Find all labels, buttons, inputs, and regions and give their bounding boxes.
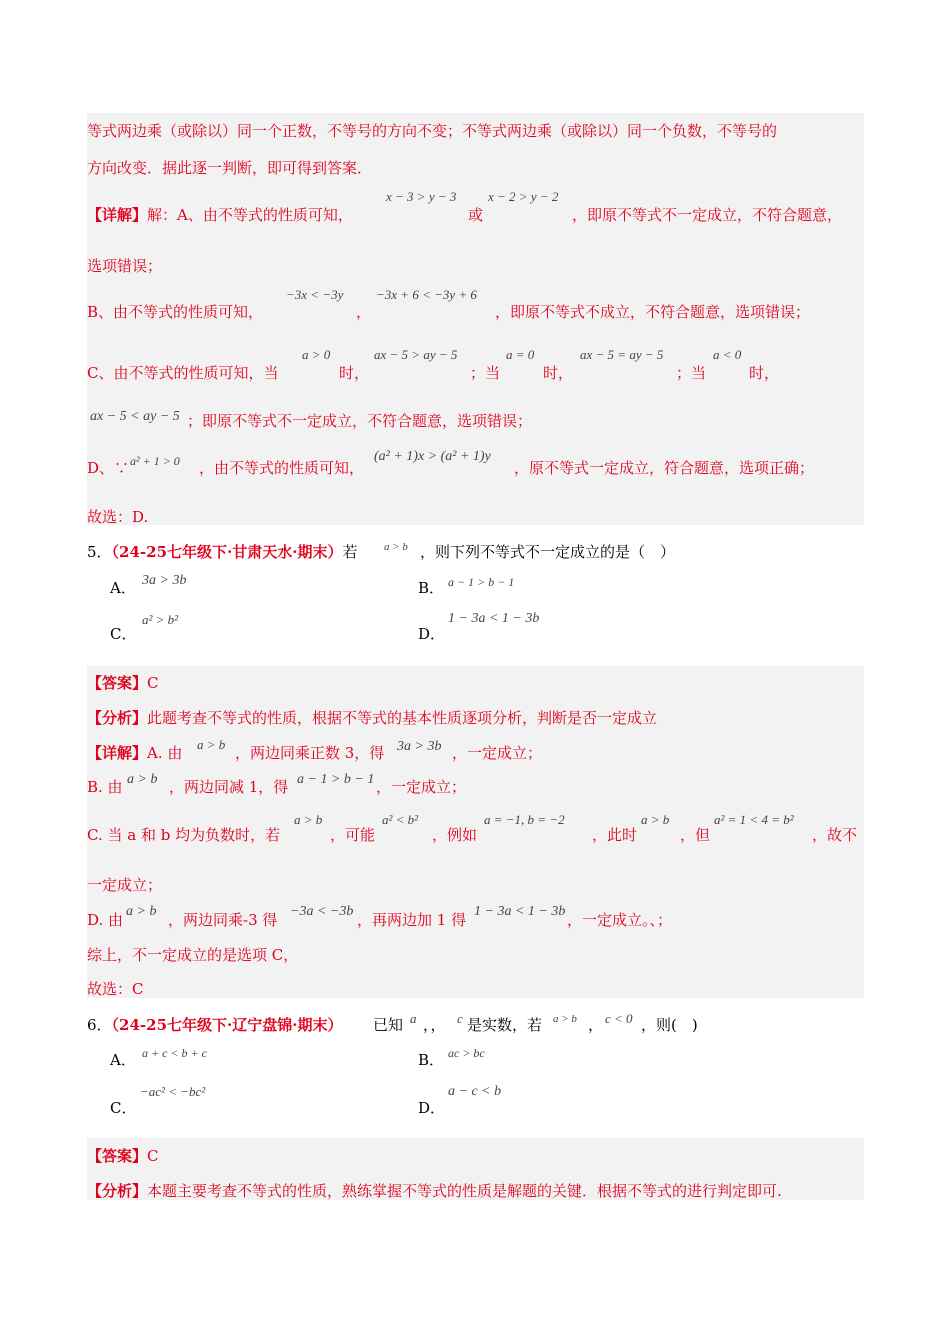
text-line: ，故不 [812,826,858,844]
text-line: ，一定成立； [452,744,543,762]
choose-line: 故选：C [87,980,144,998]
option-b[interactable]: B． [418,579,445,597]
math-expr: 3a > 3b [397,739,442,754]
text-semi: ；当 [676,364,707,382]
math-expr: ax − 5 < ay − 5 [90,409,180,424]
math-expr: a² = 1 < 4 = b² [714,812,794,827]
math-expr: a − 1 > b − 1 [297,772,375,787]
math-expr: (a² + 1)x > (a² + 1)y [374,449,491,464]
detail-tag: 【详解】 [87,206,148,224]
math-expr: a [410,1011,417,1026]
question-stem-text: ，则( ) [641,1016,698,1034]
text-semi: ；当 [470,364,501,382]
math-expr: −3x + 6 < −3y + 6 [376,287,477,302]
text-line: ，一定成立； [376,778,467,796]
math-expr: a > b [126,904,157,919]
option-b[interactable]: B． [418,1051,445,1069]
math-expr: a = −1, b = −2 [484,812,565,827]
math-expr: a > 0 [302,347,331,362]
math-expr: a² < b² [382,812,419,827]
math-expr: 1 − 3a < 1 − 3b [474,904,566,919]
analysis-line: 【分析】本题主要考查不等式的性质，熟练掌握不等式的性质是解题的关键．根据不等式的进行判定即可. [87,1182,782,1200]
analysis-tag: 【分析】 [87,1182,148,1200]
option-d[interactable]: D． [418,1099,446,1117]
question-number: 5． [87,543,112,561]
math-expr: c [457,1011,463,1026]
math-expr: −3a < −3b [290,904,354,919]
answer-line: 故选：D. [87,508,149,526]
detail-line-a: 【详解】解：A、由不等式的性质可知， [87,206,353,224]
text-when: 时， [749,364,780,382]
question-stem-text: 是实数，若 [467,1016,543,1034]
text-line: ，两边同减 1，得 [169,778,289,796]
option-a[interactable]: A． [110,1051,136,1069]
option-c[interactable]: C． [110,1099,137,1117]
math-expr: a > b [553,1013,577,1025]
math-expr: −3x < −3y [286,287,344,302]
detail-line-c: C. 当 a 和 b 均为负数时，若 [87,826,281,844]
text-line: ，但 [680,826,711,844]
math-expr: ax − 5 > ay − 5 [374,347,458,362]
option-b-math: a − 1 > b − 1 [448,575,515,589]
text-line: 选项错误； [87,257,163,275]
text-line: ，两边同乘正数 3，得 [235,744,385,762]
question-6-stem [87,1014,342,1035]
option-c[interactable]: C． [110,625,137,643]
question-stem-text: ，则下列不等式不一定成立的是（ ） [420,543,676,561]
option-c-math: −ac² < −bc² [140,1084,206,1099]
option-a-math: a + c < b + c [142,1046,207,1060]
question-source: （24-25七年级下·甘肃天水·期末） [111,543,343,561]
option-d[interactable]: D． [418,625,446,643]
text-line: ，可能 [330,826,376,844]
detail-line-b: B、由不等式的性质可知， [87,303,264,321]
text-line: ，此时 [592,826,638,844]
option-a[interactable]: A． [110,579,136,597]
summary-line: 综上，不一定成立的是选项 C， [87,946,299,964]
text-line: ，即原不等式不一定成立，不符合题意， [572,206,843,224]
question-5-stem: 5．（24-25七年级下·甘肃天水·期末）若 [87,543,358,561]
text-line: ，再两边加 1 得 [357,911,467,929]
detail-line-c: C、由不等式的性质可知，当 [87,364,279,382]
question-stem-text: ， [588,1016,604,1034]
answer-tag: 【答案】 [87,674,148,692]
detail-line-d: D、∵ [87,459,130,477]
math-expr: a > b [127,772,158,787]
math-expr: a² + 1 > 0 [130,454,180,468]
analysis-line: 【分析】此题考查不等式的性质，根据不等式的基本性质逐项分析，判断是否一定成立 [87,709,658,727]
option-c-math: a² > b² [142,612,179,627]
math-expr: x − 2 > y − 2 [488,189,559,204]
answer-tag: 【答案】 [87,1147,148,1165]
math-expr: c < 0 [605,1011,633,1026]
text-when: 时， [543,364,574,382]
option-d-math: a − c < b [448,1084,502,1099]
text-line: ，两边同乘-3 得 [168,911,278,929]
math-expr: a = 0 [506,347,535,362]
text-line: ，由不等式的性质可知， [199,459,365,477]
text-line: ，例如 [432,826,478,844]
math-expr: a > b [641,812,670,827]
text-comma: ， [356,303,372,321]
text-line: 一定成立； [87,876,163,894]
math-expr: a > b [384,541,408,553]
math-expr: a < 0 [713,347,742,362]
text-line: ，即原不等式不成立，不符合题意，选项错误； [495,303,811,321]
answer-line: 【答案】C [87,1147,159,1165]
text-line: ，一定成立。、； [567,911,673,929]
math-expr: a > b [197,737,226,752]
question-source: （24-25七年级下·辽宁盘锦·期末） [111,1016,343,1034]
analysis-tag: 【分析】 [87,709,148,727]
text-or: 或 [468,206,484,224]
text-when: 时， [339,364,370,382]
option-a-math: 3a > 3b [142,573,187,588]
math-expr: a > b [294,812,323,827]
option-d-math: 1 − 3a < 1 − 3b [448,611,540,626]
detail-line-a: 【详解】A. 由 [87,744,183,762]
text-line: ，原不等式一定成立，符合题意，选项正确； [514,459,815,477]
option-b-math: ac > bc [448,1046,485,1060]
text-line: 方向改变．据此逐一判断，即可得到答案． [87,159,373,177]
text-line: 等式两边乘（或除以）同一个正数，不等号的方向不变；不等式两边乘（或除以）同一个负数，不等号的 [87,122,778,140]
answer-line: 【答案】C [87,674,159,692]
question-stem-text: ，， [423,1016,446,1034]
math-expr: ax − 5 = ay − 5 [580,347,664,362]
math-expr: x − 3 > y − 3 [386,189,457,204]
detail-line-d: D. 由 [87,911,124,929]
detail-line-b: B. 由 [87,778,123,796]
question-number: 6． [87,1016,112,1034]
text-line: ；即原不等式不一定成立，不符合题意，选项错误； [187,412,533,430]
detail-tag: 【详解】 [87,744,148,762]
question-stem-text: 已知 [373,1016,404,1034]
